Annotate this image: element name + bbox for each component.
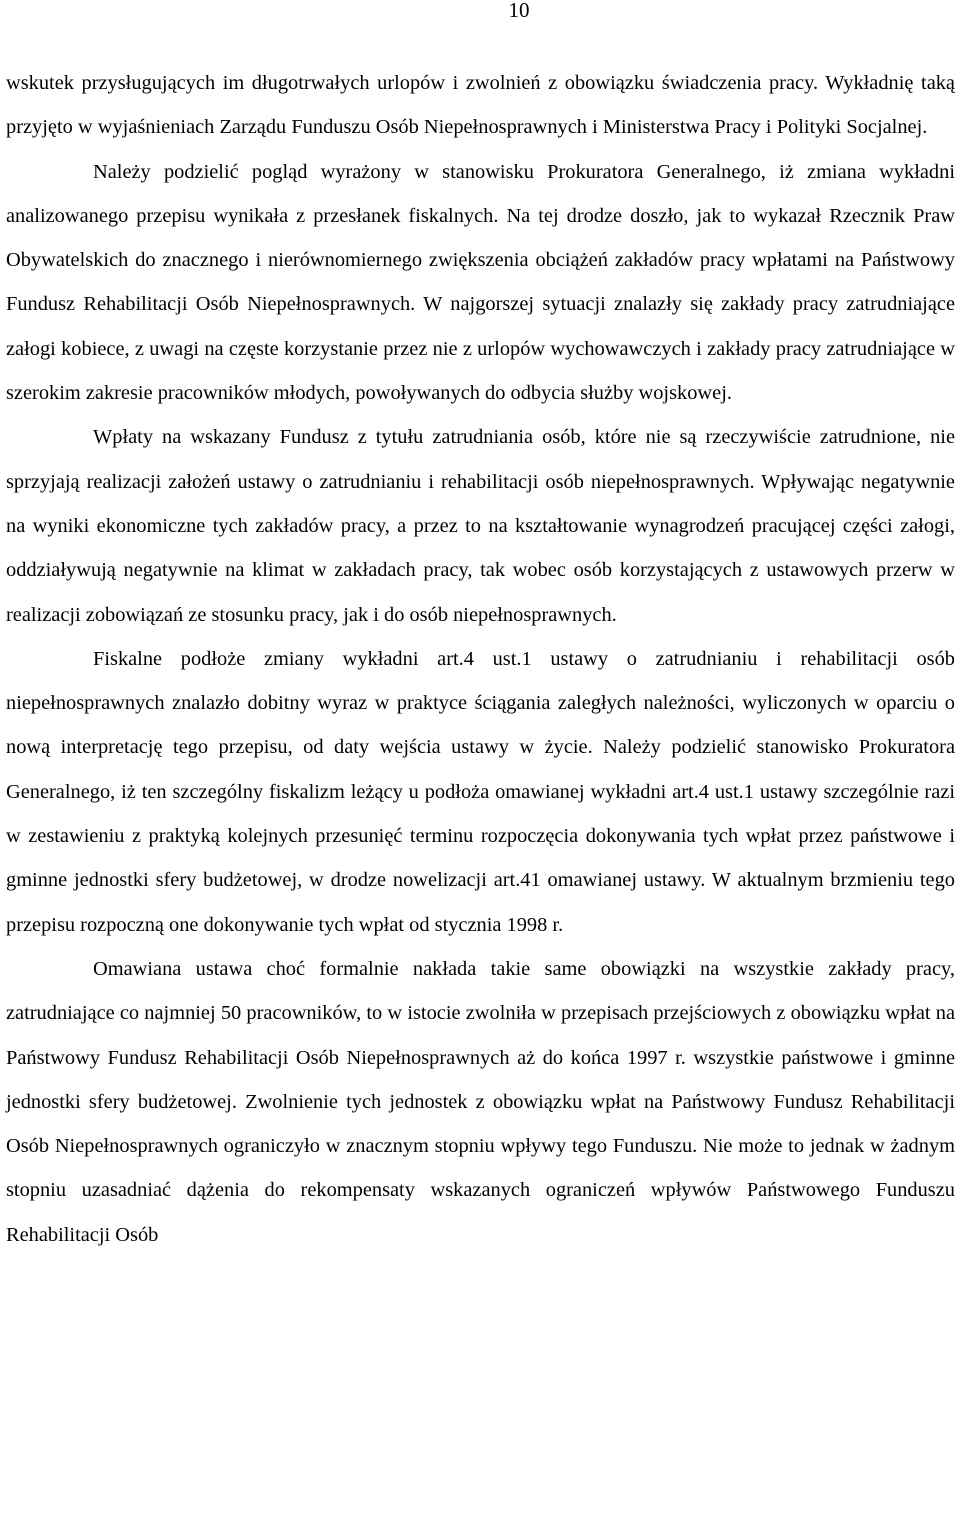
paragraph-2: Należy podzielić pogląd wyrażony w stanowisku Prokuratora Generalnego, iż zmiana wykładni analizowanego przepisu wynikała z przesłanek fiskalnych. Na tej drodze doszło, jak to wykazał Rzecznik Praw Obywatelskich do znacznego i nierównomiernego zwiększenia obciążeń zakładów pracy wpłatami na Państwowy Fundusz Rehabilitacji Osób Niepełnosprawnych. W najgorszej sytuacji znalazły się zakłady pracy zatrudniające załogi kobiece, z uwagi na częste korzystanie przez nie z urlopów wychowawczych i zakłady pracy zatrudniające w szerokim zakresie pracowników młodych, powoływanych do odbycia służby wojskowej.: [6, 160, 955, 405]
document-body: [6, 61, 955, 1257]
page-number: 10: [508, 0, 530, 22]
paragraph-1: wskutek przysługujących im długotrwałych urlopów i zwolnień z obowiązku świadczenia pracy. Wykładnię taką przyjęto w wyjaśnieniach Zarządu Funduszu Osób Niepełnosprawnych i Ministerstwa Pracy i Polityki Socjalnej.: [6, 72, 955, 139]
paragraph-3: Wpłaty na wskazany Fundusz z tytułu zatrudniania osób, które nie są rzeczywiście zatrudnione, nie sprzyjają realizacji założeń ustawy o zatrudnianiu i rehabilitacji osób niepełnosprawnych. Wpływając negatywnie na wyniki ekonomiczne tych zakładów pracy, a przez to na kształtowanie wynagrodzeń pracującej części załogi, oddziaływują negatywnie na klimat w zakładach pracy, tak wobec osób korzystających z ustawowych przerw w realizacji zobowiązań ze stosunku pracy, jak i do osób niepełnosprawnych.: [6, 426, 955, 626]
paragraph-5: Omawiana ustawa choć formalnie nakłada takie same obowiązki na wszystkie zakłady pracy, zatrudniające co najmniej 50 pracowników, to w istocie zwolniła w przepisach przejściowych z obowiązku wpłat na Państwowy Fundusz Rehabilitacji Osób Niepełnosprawnych aż do końca 1997 r. wszystkie państwowe i gminne jednostki sfery budżetowej. Zwolnienie tych jednostek z obowiązku wpłat na Państwowy Fundusz Rehabilitacji Osób Niepełnosprawnych ograniczyło w znacznym stopniu wpływy tego Funduszu. Nie może to jednak w żadnym stopniu uzasadniać dążenia do rekompensaty wskazanych ograniczeń wpływów Państwowego Funduszu Rehabilitacji Osób: [6, 957, 955, 1246]
paragraph-4: Fiskalne podłoże zmiany wykładni art.4 ust.1 ustawy o zatrudnianiu i rehabilitacji osób niepełnosprawnych znalazło dobitny wyraz w praktyce ściągania zaległych należności, wyliczonych w oparciu o nową interpretację tego przepisu, od daty wejścia ustawy w życie. Należy podzielić stanowisko Prokuratora Generalnego, iż ten szczególny fiskalizm leżący u podłoża omawianej wykładni art.4 ust.1 ustawy szczególnie razi w zestawieniu z praktyką kolejnych przesunięć terminu rozpoczęcia dokonywania tych wpłat przez państwowe i gminne jednostki sfery budżetowej, w drodze nowelizacji art.41 omawianej ustawy. W aktualnym brzmieniu tego przepisu rozpoczną one dokonywanie tych wpłat od stycznia 1998 r.: [6, 647, 955, 936]
